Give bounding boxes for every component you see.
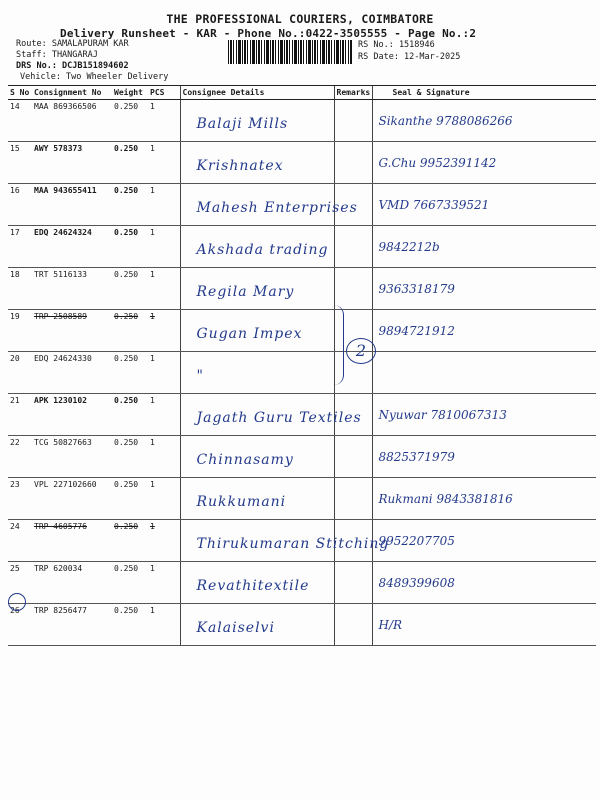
consignee-cell [180,352,334,394]
table-row [8,352,596,394]
remarks-cell [334,100,372,142]
weight-cell: 0.250 [112,478,148,520]
signature-cell [372,100,596,142]
weight-cell: 0.250 [112,436,148,478]
circle-mark [8,593,26,611]
handwritten-consignee: Chinnasamy [196,452,294,468]
consignee-cell [180,604,334,646]
header-signature: Seal & Signature [372,86,596,100]
handwritten-signature: Nyuwar 7810067313 [378,408,507,422]
consignment-cell: TRP 620034 [32,562,112,604]
header-pcs: PCS [148,86,180,100]
remarks-cell [334,142,372,184]
vehicle-label: Vehicle: Two Wheeler Delivery [20,72,169,82]
consignee-cell [180,100,334,142]
weight-cell: 0.250 [112,394,148,436]
handwritten-signature [375,354,595,366]
header-remarks: Remarks [334,86,372,100]
handwritten-consignee: Thirukumaran Stitching [196,536,390,552]
handwritten-signature: 9363318179 [378,282,455,296]
signature-cell [372,142,596,184]
handwritten-signature: 8825371979 [378,450,455,464]
table-row [8,142,596,184]
table-row [8,268,596,310]
signature-cell [372,478,596,520]
document-subtitle: Delivery Runsheet - KAR - Phone No.:0422-3505555 - Page No.:2 [60,27,477,40]
table-row [8,436,596,478]
remarks-cell [334,436,372,478]
handwritten-consignee: Rukkumani [196,494,287,510]
consignment-cell: EDQ 24624330 [32,352,112,394]
pcs-cell: 1 [148,352,180,394]
consignment-cell: MAA 943655411 [32,184,112,226]
consignee-cell [180,562,334,604]
barcode-icon [228,40,352,64]
table-header-row [8,86,596,100]
handwritten-consignee: Jagath Guru Textiles [196,410,362,426]
header-weight: Weight [112,86,148,100]
pcs-cell: 1 [148,562,180,604]
pcs-cell: 1 [148,478,180,520]
consignee-cell [180,184,358,226]
consignment-cell: TCG 50827663 [32,436,112,478]
signature-cell [372,394,596,436]
pcs-cell: 1 [148,100,180,142]
pcs-cell: 1 [148,310,180,352]
handwritten-signature: Rukmani 9843381816 [378,492,513,506]
handwritten-signature: Sikanthe 9788086266 [378,114,513,128]
handwritten-bracket [333,305,344,385]
pcs-cell: 1 [148,520,180,562]
weight-cell: 0.250 [112,100,148,142]
handwritten-consignee: Mahesh Enterprises [196,200,358,216]
remarks-cell [334,268,372,310]
handwritten-consignee: Gugan Impex [196,326,303,342]
circled-annotation: 2 [346,338,376,364]
sno-cell: 17 [8,226,32,268]
document-title: THE PROFESSIONAL COURIERS, COIMBATORE [166,12,434,26]
signature-cell [372,436,596,478]
signature-cell [372,562,596,604]
signature-cell [372,226,596,268]
sno-cell: 14 [8,100,32,142]
consignee-cell [180,478,334,520]
table-row [8,562,596,604]
pcs-cell: 1 [148,142,180,184]
table-row [8,100,596,142]
sno-cell: 23 [8,478,32,520]
consignment-cell: VPL 227102660 [32,478,112,520]
pcs-cell: 1 [148,226,180,268]
table-row [8,604,596,646]
weight-cell: 0.250 [112,520,148,562]
weight-cell: 0.250 [112,184,148,226]
pcs-cell: 1 [148,436,180,478]
handwritten-signature: VMD 7667339521 [378,198,490,212]
header-consignee: Consignee Details [180,86,334,100]
remarks-cell [334,226,372,268]
header-consignment: Consignment No [32,86,112,100]
signature-cell [372,352,596,394]
handwritten-signature: G.Chu 9952391142 [378,156,497,170]
runsheet-table [8,85,596,646]
route-label: Route: SAMALAPURAM KAR [16,39,129,49]
signature-cell [372,184,596,226]
consignment-cell: TRP 2508589 [32,310,112,352]
sno-cell: 15 [8,142,32,184]
consignee-cell [180,268,334,310]
handwritten-signature: 9952207705 [378,534,455,548]
handwritten-signature: 8489399608 [378,576,455,590]
weight-cell: 0.250 [112,226,148,268]
drs-number: DRS No.: DCJB151894602 [16,61,129,71]
consignee-cell [180,436,334,478]
pcs-cell: 1 [148,604,180,646]
table-row [8,520,596,562]
weight-cell: 0.250 [112,352,148,394]
sno-cell: 25 [8,562,32,604]
table-row [8,184,596,226]
sno-cell: 21 [8,394,32,436]
consignee-cell [180,142,334,184]
table-row [8,310,596,352]
handwritten-consignee: Revathitextile [196,578,310,594]
consignment-cell: MAA 869366506 [32,100,112,142]
handwritten-consignee: Krishnatex [196,158,284,174]
header-sno: S No [8,86,32,100]
handwritten-consignee: " [196,368,204,384]
signature-cell [372,520,596,562]
weight-cell: 0.250 [112,268,148,310]
signature-cell [372,310,596,352]
sno-cell: 24 [8,520,32,562]
consignee-cell [180,226,334,268]
weight-cell: 0.250 [112,310,148,352]
consignment-cell: TRT 5116133 [32,268,112,310]
signature-cell [372,604,596,646]
table-row [8,394,596,436]
weight-cell: 0.250 [112,604,148,646]
weight-cell: 0.250 [112,142,148,184]
handwritten-consignee: Balaji Mills [196,116,289,132]
handwritten-consignee: Akshada trading [196,242,329,258]
handwritten-signature: 9842212b [378,240,440,254]
staff-label: Staff: THANGARAJ [16,50,98,60]
remarks-cell [334,604,372,646]
pcs-cell: 1 [148,184,180,226]
consignment-cell: EDQ 24624324 [32,226,112,268]
sno-cell: 18 [8,268,32,310]
pcs-cell: 1 [148,394,180,436]
sno-cell: 16 [8,184,32,226]
sno-cell: 20 [8,352,32,394]
handwritten-consignee: Kalaiselvi [196,620,275,636]
consignee-cell [180,310,334,352]
consignee-cell [180,520,390,562]
rs-number: RS No.: 1518946 [358,40,435,50]
weight-cell: 0.250 [112,562,148,604]
remarks-cell [334,478,372,520]
signature-cell [372,268,596,310]
consignment-cell: APK 1230102 [32,394,112,436]
consignment-cell: TRP 8256477 [32,604,112,646]
consignment-cell: TRP 4605776 [32,520,112,562]
pcs-cell: 1 [148,268,180,310]
consignee-cell [180,394,362,436]
remarks-cell [334,562,372,604]
handwritten-consignee: Regila Mary [196,284,295,300]
sno-cell: 22 [8,436,32,478]
sno-cell: 26 [8,604,32,646]
handwritten-signature: 9894721912 [378,324,455,338]
table-row [8,478,596,520]
handwritten-signature: H/R [378,618,403,632]
sno-cell: 19 [8,310,32,352]
table-row [8,226,596,268]
consignment-cell: AWY 578373 [32,142,112,184]
rs-date: RS Date: 12-Mar-2025 [358,52,461,62]
